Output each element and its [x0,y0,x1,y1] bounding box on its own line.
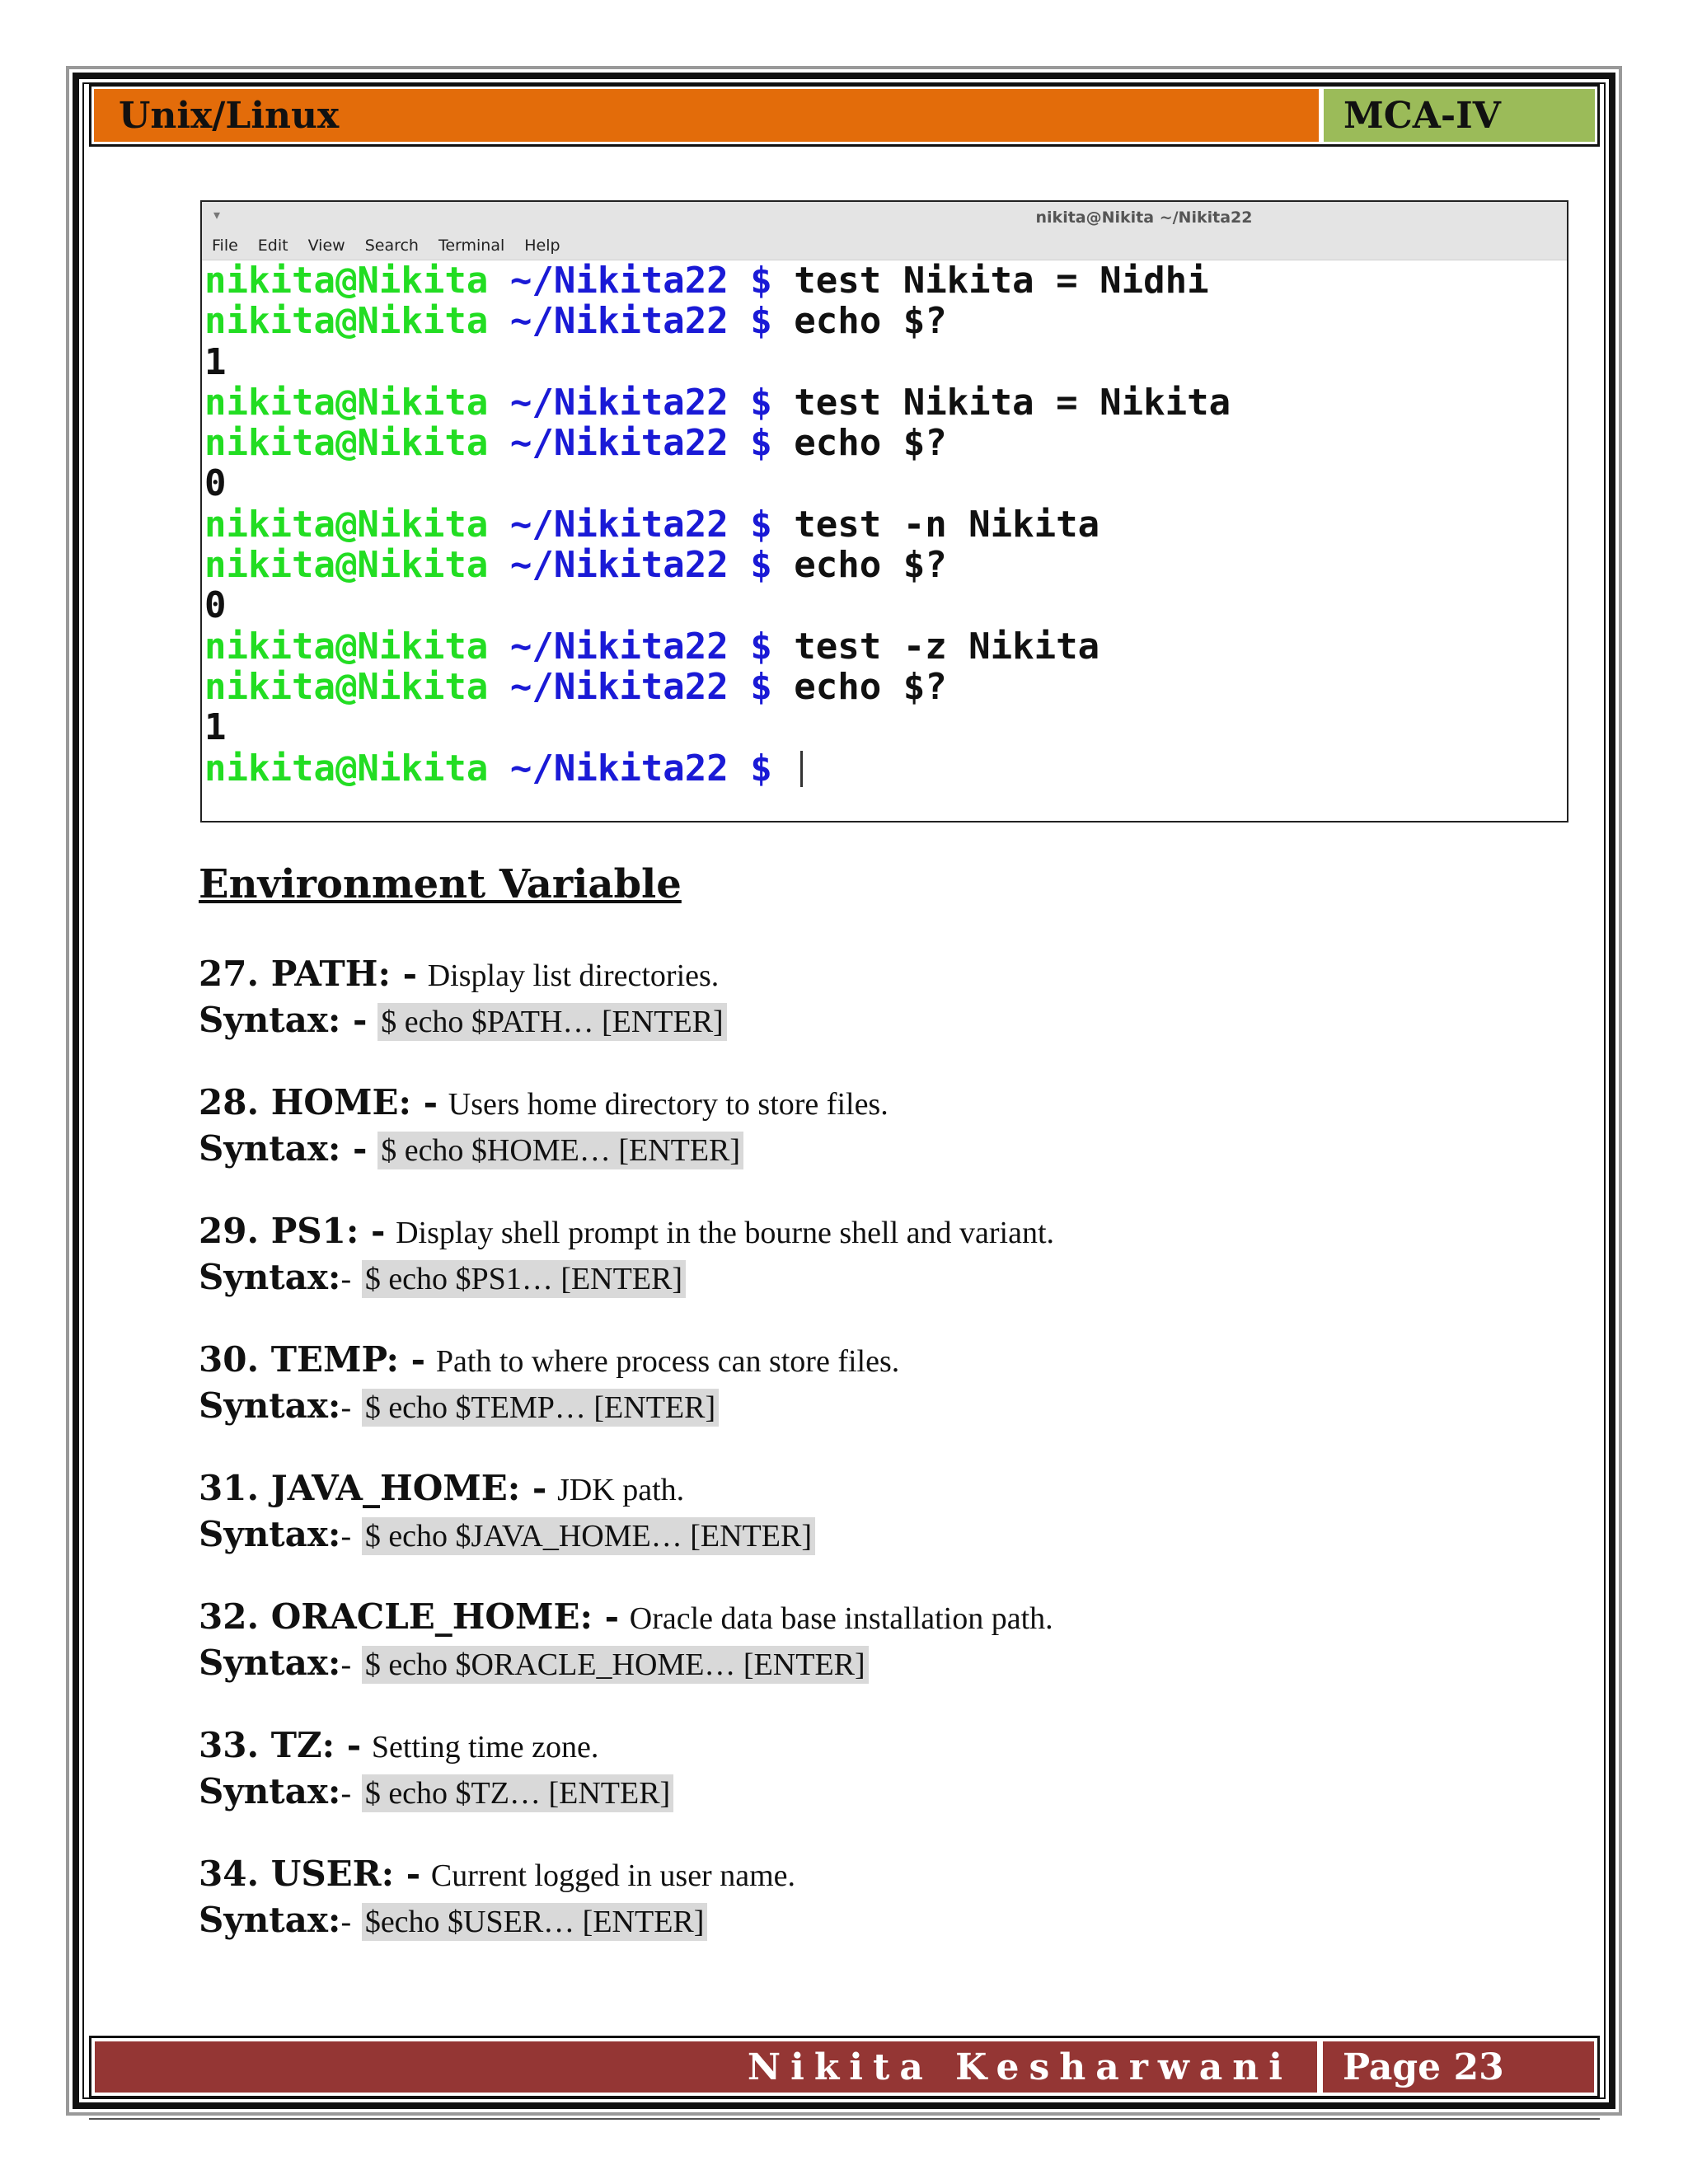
terminal-menu-search[interactable]: Search [364,237,419,255]
prompt-user: nikita@Nikita [204,503,489,546]
prompt-user: nikita@Nikita [204,747,489,790]
syntax-line [199,1255,1054,1301]
terminal-line [204,667,1567,707]
variable-line [199,952,727,998]
command-text: echo $? [794,422,947,465]
variable-line [199,1852,795,1898]
terminal-line [204,707,1567,748]
syntax-line [199,1512,815,1558]
terminal-line [204,585,1567,626]
variable-entry [199,1595,1053,1687]
prompt-path: ~/Nikita22 $ [488,544,795,587]
variable-title: 33. TZ: - [199,1725,362,1765]
syntax-command: $ echo $TEMP… [ENTER] [362,1389,719,1427]
terminal-line [204,545,1567,585]
syntax-label: Syntax: - [199,1128,368,1169]
terminal-title: nikita@Nikita ~/Nikita22 [1035,209,1253,227]
variable-entry [199,1080,889,1173]
command-text: echo $? [794,665,947,708]
variable-description: Display shell prompt in the bourne shell and variant. [396,1216,1054,1250]
command-text: echo $? [794,544,947,587]
syntax-line [199,1898,795,1944]
syntax-command: $ echo $PATH… [ENTER] [377,1003,727,1041]
syntax-line [199,1384,899,1430]
page-header [89,84,1600,147]
syntax-command: $ echo $ORACLE_HOME… [ENTER] [362,1646,869,1684]
terminal-line [204,382,1567,423]
variable-line [199,1209,1054,1255]
terminal-menu-edit[interactable]: Edit [257,237,288,255]
prompt-path: ~/Nikita22 $ [488,625,795,668]
variable-entry [199,1852,795,1944]
syntax-command: $ echo $HOME… [ENTER] [377,1132,743,1169]
variable-title: 34. USER: - [199,1854,421,1894]
variable-title: 31. JAVA_HOME: - [199,1468,547,1508]
terminal-line [204,748,1567,789]
terminal-line [204,260,1567,301]
variable-description: Oracle data base installation path. [629,1601,1053,1636]
prompt-user: nikita@Nikita [204,544,489,587]
window-menu-arrow-icon: ▾ [213,207,221,223]
variable-line [199,1466,815,1512]
syntax-dash: - [340,1905,352,1939]
prompt-user: nikita@Nikita [204,381,489,424]
syntax-line [199,1769,673,1816]
syntax-dash: - [340,1647,352,1682]
syntax-dash: - [340,1519,352,1554]
terminal-line [204,301,1567,341]
variable-line [199,1080,889,1127]
terminal-line [204,342,1567,382]
syntax-command: $ echo $TZ… [ENTER] [362,1774,673,1812]
command-output: 0 [204,462,227,505]
variable-line [199,1723,673,1769]
syntax-label: Syntax: [199,1771,341,1811]
terminal-menubar [202,232,1567,260]
syntax-command: $echo $USER… [ENTER] [362,1903,708,1941]
command-text: test -n Nikita [794,503,1100,546]
variable-entry [199,1466,815,1558]
prompt-user: nikita@Nikita [204,422,489,465]
terminal-menu-terminal[interactable]: Terminal [438,237,505,255]
header-course: MCA-IV [1324,89,1595,142]
prompt-user: nikita@Nikita [204,260,489,302]
terminal-menu-file[interactable]: File [212,237,238,255]
prompt-path: ~/Nikita22 $ [488,503,795,546]
prompt-path: ~/Nikita22 $ [488,747,795,790]
syntax-label: Syntax: - [199,1000,368,1040]
variable-entry [199,1338,899,1430]
terminal-line [204,504,1567,545]
variable-description: Display list directories. [427,958,720,993]
bottom-rule [89,2118,1600,2120]
variable-description: Users home directory to store files. [448,1087,889,1122]
syntax-dash: - [340,1776,352,1811]
prompt-path: ~/Nikita22 $ [488,381,795,424]
variable-entry [199,1209,1054,1301]
prompt-path: ~/Nikita22 $ [488,422,795,465]
variable-title: 28. HOME: - [199,1082,438,1122]
variable-description: JDK path. [557,1473,685,1507]
variable-entry [199,952,727,1044]
section-heading: Environment Variable [199,861,682,907]
command-output: 0 [204,584,227,627]
variable-line [199,1595,1053,1641]
prompt-path: ~/Nikita22 $ [488,260,795,302]
variable-title: 27. PATH: - [199,954,418,994]
syntax-line [199,1127,889,1173]
variable-title: 30. TEMP: - [199,1339,426,1380]
command-output: 1 [204,706,227,749]
variable-title: 32. ORACLE_HOME: - [199,1596,620,1637]
syntax-label: Syntax: [199,1514,341,1554]
variable-description: Current logged in user name. [430,1858,796,1893]
variable-description: Path to where process can store files. [435,1344,900,1379]
terminal-titlebar [202,202,1567,232]
syntax-label: Syntax: [199,1257,341,1297]
command-output: 1 [204,340,227,383]
terminal-screenshot [200,200,1568,823]
command-text: test Nikita = Nikita [794,381,1231,424]
header-subject: Unix/Linux [94,89,1319,142]
syntax-command: $ echo $JAVA_HOME… [ENTER] [362,1517,815,1555]
terminal-line [204,626,1567,667]
footer-author: Nikita Kesharwani [95,2041,1317,2093]
syntax-line [199,1641,1053,1687]
command-text: echo $? [794,300,947,343]
command-text: test Nikita = Nidhi [794,260,1209,302]
terminal-menu-help[interactable]: Help [524,237,560,255]
prompt-user: nikita@Nikita [204,665,489,708]
syntax-label: Syntax: [199,1385,341,1426]
syntax-line [199,998,727,1044]
syntax-dash: - [340,1390,352,1425]
prompt-path: ~/Nikita22 $ [488,300,795,343]
syntax-command: $ echo $PS1… [ENTER] [362,1260,686,1298]
footer-page-number: Page 23 [1323,2041,1594,2093]
prompt-path: ~/Nikita22 $ [488,665,795,708]
variable-description: Setting time zone. [371,1730,599,1765]
variable-title: 29. PS1: - [199,1211,386,1251]
prompt-user: nikita@Nikita [204,625,489,668]
command-text: test -z Nikita [794,625,1100,668]
terminal-line [204,463,1567,504]
terminal-line [204,423,1567,463]
text-cursor [800,751,803,787]
prompt-user: nikita@Nikita [204,300,489,343]
syntax-label: Syntax: [199,1900,341,1940]
terminal-output [202,260,1567,789]
syntax-dash: - [340,1262,352,1296]
terminal-menu-view[interactable]: View [307,237,345,255]
page-footer [89,2036,1600,2098]
variable-line [199,1338,899,1384]
variable-entry [199,1723,673,1816]
syntax-label: Syntax: [199,1643,341,1683]
